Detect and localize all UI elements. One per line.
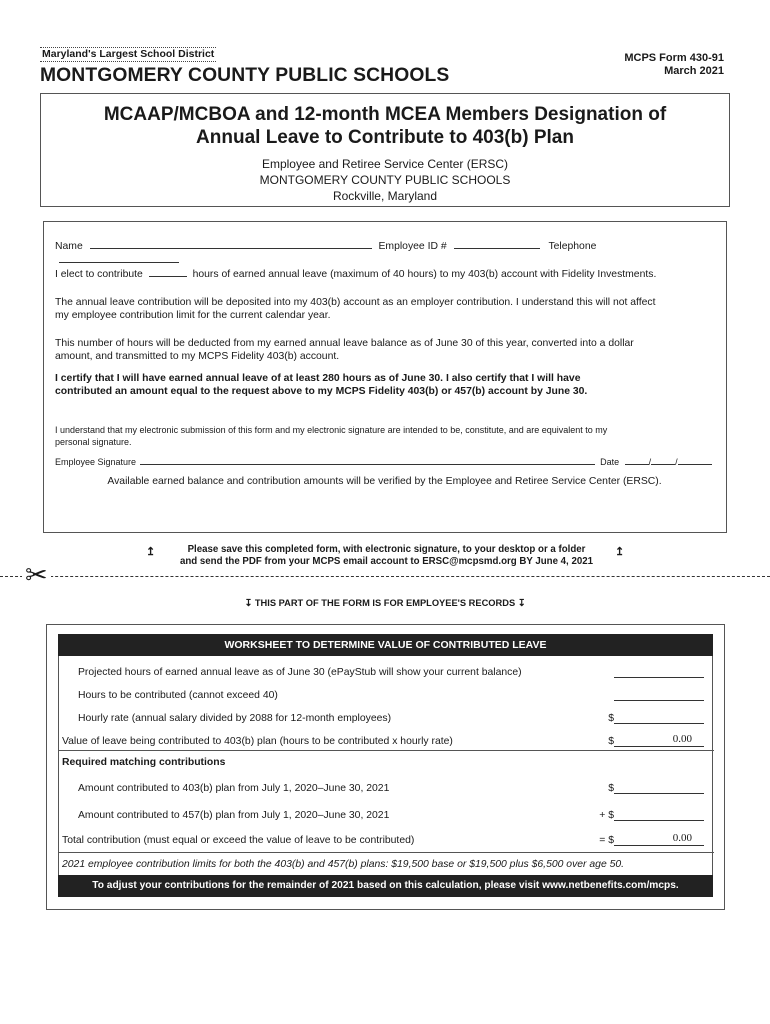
worksheet-heading: WORKSHEET TO DETERMINE VALUE OF CONTRIBUTED LEAVE [58,634,713,656]
district-tagline: Maryland's Largest School District [42,48,215,60]
verification-note: Available earned balance and contribution amounts will be verified by the Employee and Retiree Service Center (ERSC). [107,476,662,487]
save-instructions [144,544,629,568]
total-contribution-field[interactable] [614,834,704,846]
signature-field[interactable] [140,457,595,465]
date-day-field[interactable] [651,457,675,465]
save-instructions-line: and send the PDF from your MCPS email account to ERSC@mcpsmd.org BY June 4, 2021 [179,556,593,567]
elect-suffix: hours of earned annual leave (maximum of 40 hours) to my 403(b) account with Fidelity Investments. [192,269,657,280]
employer-contribution-paragraph [55,296,714,322]
records-note [0,598,770,609]
worksheet [46,624,725,910]
paragraph-text: This number of hours will be deducted from my earned annual leave balance as of June 30 of this year, converted into a dollar [55,338,634,349]
office-location: Rockville, Maryland [332,189,438,203]
down-arrow-icon: ↧ [517,598,526,608]
employee-id-label: Employee ID # [378,241,447,252]
signature-label: Employee Signature [55,457,137,467]
paragraph-text: my employee contribution limit for the current calendar year. [55,310,331,321]
name-label: Name [55,241,83,252]
equals-dollar-sign: = $ [599,835,614,846]
up-arrow-icon: ↥ [615,546,625,558]
limits-note: 2021 employee contribution limits for both the 403(b) and 457(b) plans: $19,500 base or $19,500 plus $6,500 over age 50. [62,859,625,870]
dollar-sign: $ [608,736,614,747]
worksheet-body [58,656,713,875]
district-name: MONTGOMERY COUNTY PUBLIC SCHOOLS [40,64,450,86]
date-label: Date [600,457,620,467]
hours-contributed-field[interactable] [614,689,704,701]
election-form [43,221,727,533]
worksheet-row-label: Hourly rate (annual salary divided by 2088 for 12-month employees) [78,713,392,724]
form-number: MCPS Form 430-91 [624,52,724,64]
divider [59,750,714,751]
down-arrow-icon: ↧ [244,598,253,608]
form-title [41,103,729,149]
office-name: Employee and Retiree Service Center (ERSC) [261,157,509,171]
form-date: March 2021 [664,65,724,77]
hours-field[interactable] [149,267,187,277]
amount-403b-field[interactable] [614,782,704,794]
office-district: MONTGOMERY COUNTY PUBLIC SCHOOLS [259,173,511,187]
cut-line [0,576,770,577]
deduction-paragraph [55,337,714,363]
form-title-line1: MCAAP/MCBOA and 12-month MCEA Members Designation of [103,104,667,125]
save-instructions-line: Please save this completed form, with electronic signature, to your desktop or a folder [187,544,586,555]
scissors-icon: ✂ [22,562,51,589]
form-number-block [624,52,724,78]
worksheet-row-label: Value of leave being contributed to 403(b) plan (hours to be contributed x hourly rate) [62,736,453,747]
worksheet-row-label: Amount contributed to 403(b) plan from July 1, 2020–June 30, 2021 [78,783,390,794]
certification-text: I certify that I will have earned annual leave of at least 280 hours as of June 30. I also certify that I will have [55,373,581,384]
dollar-sign: $ [608,783,614,794]
signature-row: Employee Signature Date / / [55,456,714,468]
elect-row [55,267,714,281]
telephone-field[interactable] [59,253,179,263]
leave-value-field[interactable] [614,735,704,747]
matching-heading: Required matching contributions [62,757,226,768]
worksheet-row-label: Hours to be contributed (cannot exceed 40) [78,690,278,701]
paragraph-text: The annual leave contribution will be deposited into my 403(b) account as an employer contribution. I understand this will not affect [55,297,656,308]
worksheet-row-label: Total contribution (must equal or exceed the value of leave to be contributed) [62,835,415,846]
esignature-statement [55,424,714,448]
worksheet-row-label: Projected hours of earned annual leave as of June 30 (ePayStub will show your current balance) [78,667,522,678]
date-month-field[interactable] [625,457,649,465]
date-year-field[interactable] [678,457,712,465]
dollar-sign: $ [608,713,614,724]
title-box [40,93,730,207]
certification-text: contributed an amount equal to the request above to my MCPS Fidelity 403(b) or 457(b) account by June 30. [55,386,588,397]
paragraph-text: amount, and transmitted to my MCPS Fidelity 403(b) account. [55,351,340,362]
divider [59,852,714,853]
worksheet-footer: To adjust your contributions for the remainder of 2021 based on this calculation, please visit www.netbenefits.com/mcps. [58,875,713,897]
up-arrow-icon: ↥ [146,546,156,558]
total-contribution-value: 0.00 [672,832,692,844]
esignature-text: personal signature. [55,437,132,447]
form-title-line2: Annual Leave to Contribute to 403(b) Plan [196,127,574,148]
esignature-text: I understand that my electronic submission of this form and my electronic signature are intended to be, constitute, and are equivalent to my [55,425,608,435]
telephone-label: Telephone [548,241,597,252]
leave-value: 0.00 [672,733,692,745]
name-row [55,239,714,267]
amount-457b-field[interactable] [614,809,704,821]
office-info [41,156,729,204]
plus-dollar-sign: + $ [599,810,614,821]
projected-hours-field[interactable] [614,666,704,678]
worksheet-row-label: Amount contributed to 457(b) plan from July 1, 2020–June 30, 2021 [78,810,390,821]
name-field[interactable] [90,239,372,249]
hourly-rate-field[interactable] [614,712,704,724]
certification-statement [55,372,714,398]
employee-id-field[interactable] [454,239,540,249]
records-note-text: THIS PART OF THE FORM IS FOR EMPLOYEE'S RECORDS [254,598,516,608]
elect-prefix: I elect to contribute [55,269,143,280]
